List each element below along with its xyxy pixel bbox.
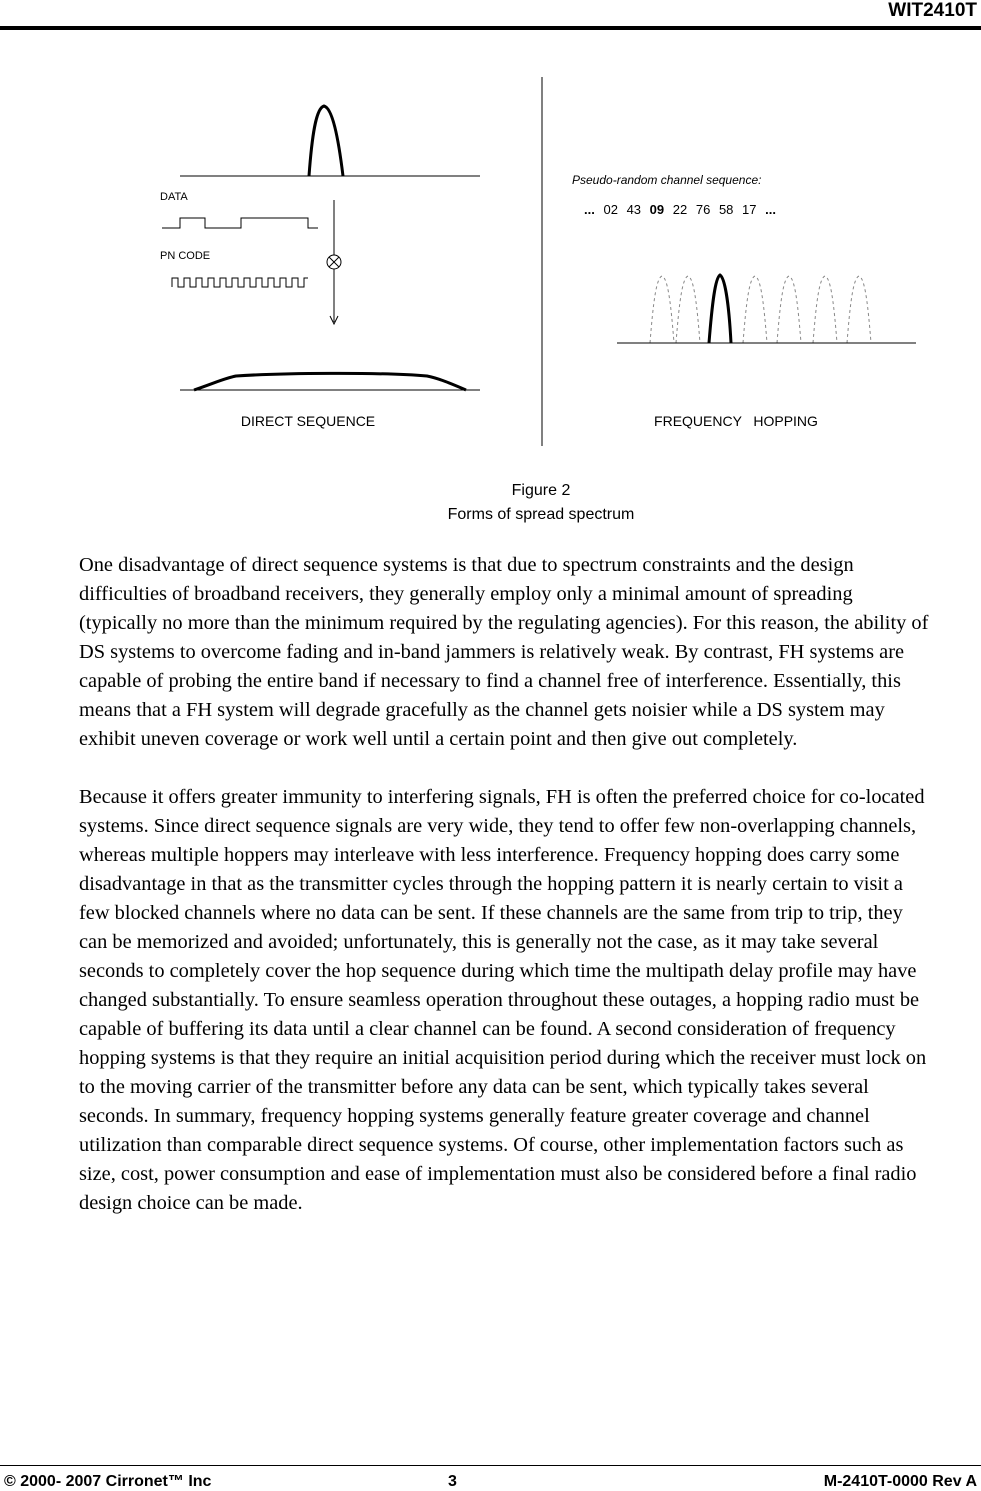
footer-copyright: © 2000- 2007 Cirronet™ Inc [4,1473,212,1490]
figure-caption-number: Figure 2 [511,482,571,499]
ds-title: DIRECT SEQUENCE [240,413,376,429]
footer-doc-revision: M-2410T-0000 Rev A [823,1473,977,1490]
spread-spectrum-figure [0,70,981,450]
ds-pn-code-label: PN CODE [160,250,211,262]
fh-seq-suffix: ... [765,202,776,217]
ds-data-label: DATA [160,191,188,203]
ds-narrow-signal [309,106,343,176]
document-id: WIT2410T [888,0,977,21]
ds-pn-code-waveform [172,278,308,287]
footer-rule [0,1465,981,1466]
fh-seq-item: 22 [672,202,688,217]
paragraph: One disadvantage of direct sequence systems is that due to spectrum constraints and the design difficulties of broadband receivers, they generally employ only a minimal amount of spreading (typically no more than the minimum required by the regulating agencies). For this reason, the ability of DS systems to overcome fading and in-band jammers is relatively weak. By contrast, FH systems are capable of probing the entire band if necessary to find a channel free of interference. Essentially, this means that a FH system will degrade gracefully as the channel gets noisier while a DS system may exhibit uneven coverage or work well until a certain point and then give out completely. [79,554,929,750]
footer-page-number: 3 [448,1473,457,1490]
fh-seq-prefix: ... [584,202,595,217]
paragraph: Because it offers greater immunity to interfering signals, FH is often the preferred choice for co-located systems. Since direct sequence signals are very wide, they tend to offer few non-overlapping channels, whereas multiple hoppers may interleave with less interference. Frequency hopping does carry some disadvantage in that as the transmitter cycles through the hopping pattern it is nearly certain to visit a few blocked channels where no data can be sent. If these channels are the same from trip to trip, they can be memorized and avoided; unfortunately, this is generally not the case, as it may take several seconds to completely cover the hop sequence during which time the multipath delay profile may have changed substantially. To ensure seamless operation throughout these outages, a hopping radio must be capable of buffering its data until a clear channel can be found. A second consideration of frequency hopping systems is that they require an initial acquisition period during which the receiver must lock on to the moving carrier of the transmitter before any data can be sent, which typically takes several seconds. In summary, frequency hopping systems generally feature greater coverage and channel utilization than comparable direct sequence systems. Of course, other implementation factors such as size, cost, power consumption and ease of implementation must also be considered before a final radio design choice can be made. [79,786,927,1214]
fh-seq-item: 58 [718,202,734,217]
fh-title: FREQUENCY HOPPING [654,413,818,429]
fh-seq-item: 43 [626,202,642,217]
fh-sequence-title: Pseudo-random channel sequence: [572,173,762,187]
header-rule [0,26,981,30]
ds-data-waveform [162,218,318,228]
fh-seq-item: 76 [695,202,711,217]
figure-caption-title: Forms of spread spectrum [447,506,635,523]
body-text [79,551,935,1247]
fh-idle-channel-pulses [650,276,871,343]
ds-spread-signal [194,373,466,390]
fh-active-channel-pulse [709,275,731,343]
ds-mixer-symbol [327,255,341,269]
fh-seq-item: 17 [742,202,757,217]
fh-channel-sequence [584,202,776,217]
fh-seq-item-active: 09 [649,202,665,217]
fh-seq-item: 02 [603,202,618,217]
